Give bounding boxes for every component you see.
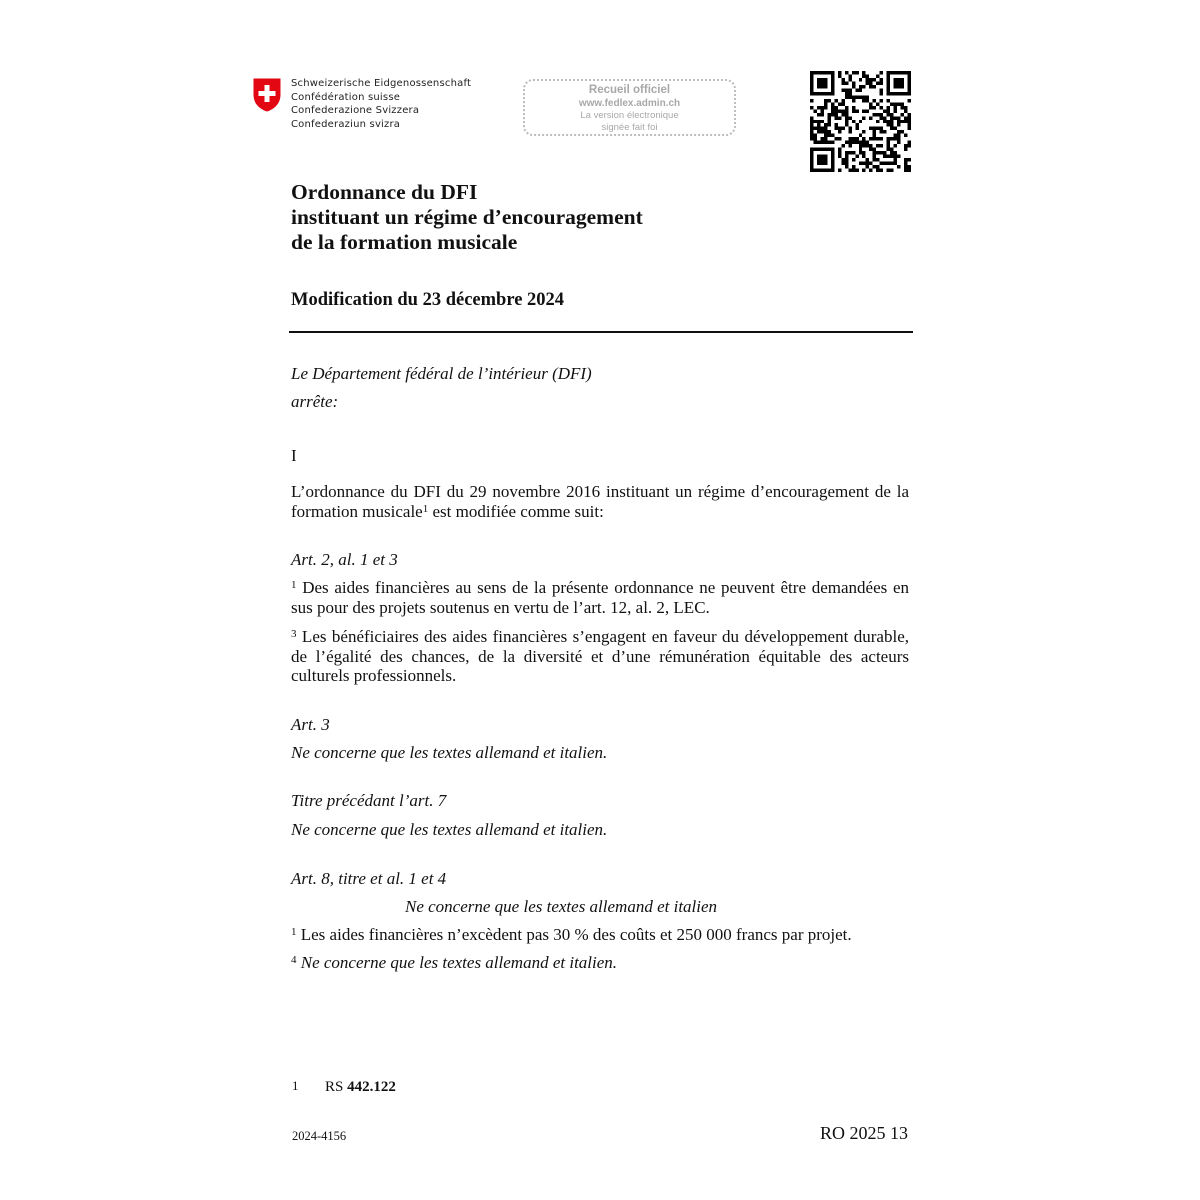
art2-heading: Art. 2, al. 1 et 3 [291,550,398,569]
confederation-names [291,77,471,131]
stamp-title: Recueil officiel [588,84,671,96]
title7-heading: Titre précédant l’art. 7 [291,791,447,810]
paragraph-number: 3 [291,628,297,640]
confederation-line-de: Schweizerische Eidgenossenschaft [291,78,472,89]
art3-note: Ne concerne que les textes allemand et italien. [291,743,608,762]
footnote-reference[interactable]: 442.122 [347,1079,396,1095]
paragraph-text: Des aides financières au sens de la présente ordonnance ne peuvent être demandées en sus pour des projets soutenus en vertu de l’art. 12, al. 2, LEC. [291,578,909,617]
official-collection-number: RO 2025 13 [820,1123,909,1143]
art8-paragraph-4 [291,953,617,973]
paragraph-number: 4 [291,954,297,966]
stamp-note-2: signée fait foi [601,122,658,133]
art8-paragraph-1 [291,925,852,945]
official-collection-stamp [523,79,736,136]
art2-paragraph-1 [291,578,909,617]
paragraph-text: Ne concerne que les textes allemand et italien. [296,953,618,972]
section-number: I [291,446,297,465]
preamble-authority: Le Département fédéral de l’intérieur (DFI) [291,364,592,383]
art8-title-note: Ne concerne que les textes allemand et italien [405,897,718,916]
title7-note: Ne concerne que les textes allemand et italien. [291,820,608,839]
title-line-1: Ordonnance du DFI [291,180,478,204]
stamp-url: www.fedlex.admin.ch [578,98,681,109]
amendment-intro [291,482,909,521]
paragraph-text: Les bénéficiaires des aides financières s’engagent en faveur du développement durable, de l’égalité des chances, de la diversité et d’une rémunération équitable des acteurs culturels professionnels. [291,627,909,685]
footnote-text [325,1079,396,1096]
stamp-note-1: La version électronique [580,110,679,121]
modification-date: Modification du 23 décembre 2024 [291,290,565,310]
footnote-number: 1 [292,1078,299,1093]
paragraph-number: 1 [291,926,297,938]
confederation-line-fr: Confédération suisse [291,91,401,103]
intro-text-end: est modifiée comme suit: [428,501,604,521]
art3-heading: Art. 3 [291,715,330,734]
document-id: 2024-4156 [292,1129,347,1143]
swiss-cross-shield-icon [253,78,281,112]
art8-heading: Art. 8, titre et al. 1 et 4 [291,869,447,888]
footnote-ref[interactable]: 1 [422,502,429,515]
confederation-line-rm: Confederaziun svizra [291,118,401,130]
title-line-2: instituant un régime d’encouragement [291,205,643,229]
footnote-prefix: RS [325,1079,348,1095]
paragraph-number: 1 [291,579,297,591]
title-line-3: de la formation musicale [291,230,518,254]
title-divider [289,331,913,333]
document-title [291,180,643,255]
qr-code-icon [810,71,911,172]
art2-paragraph-3 [291,627,909,686]
preamble-decrees: arrête: [291,392,339,411]
confederation-line-it: Confederazione Svizzera [291,105,420,116]
paragraph-text: Les aides financières n’excèdent pas 30 % des coûts et 250 000 francs par projet. [296,925,852,944]
intro-text: L’ordonnance du DFI du 29 novembre 2016 instituant un régime d’encouragement de la formation musicale [291,482,909,521]
